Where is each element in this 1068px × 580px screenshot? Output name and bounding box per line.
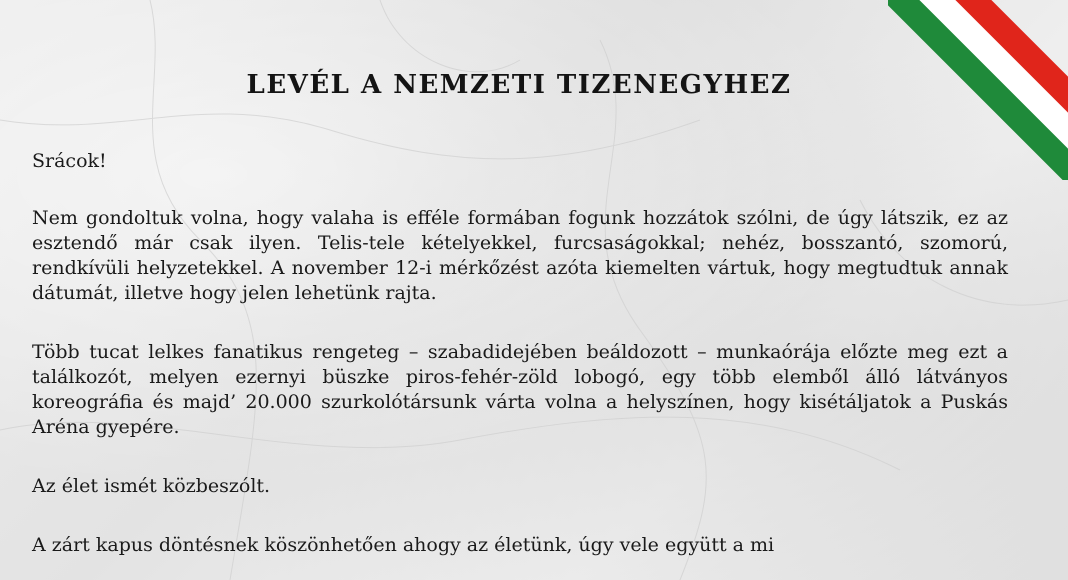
paragraph-2: Több tucat lelkes fanatikus rengeteg – szabadidejében beáldozott – munkaórája előzte meg ezt a találkozót, melyen ezernyi büszke piros-fehér-zöld lobogó, egy több elemből álló látványos koreográfia és majd’ 20.000 szurkolótársunk várta volna a helyszínen, hogy kisétáljatok a Puskás Aréna gyepére. (32, 341, 1008, 438)
letter-greeting: Srácok! (32, 150, 107, 172)
letter-title: LEVÉL A NEMZETI TIZENEGYHEZ (246, 70, 792, 100)
paragraph-4: A zárt kapus döntésnek köszönhetően ahogy az életünk, úgy vele együtt a mi (32, 534, 775, 556)
paragraph-1: Nem gondoltuk volna, hogy valaha is efféle formában fogunk hozzátok szólni, de úgy látszik, ez az esztendő már csak ilyen. Telis-tele kételyekkel, furcsaságokkal; nehéz, bosszantó, szomorú, rendkívüli helyzetekkel. A november 12-i mérkőzést azóta kiemelten vártuk, hogy megtudtuk annak dátumát, illetve hogy jelen lehetünk rajta. (32, 207, 1008, 304)
paragraph-3: Az élet ismét közbeszólt. (32, 475, 271, 497)
letter-body (30, 0, 1008, 558)
